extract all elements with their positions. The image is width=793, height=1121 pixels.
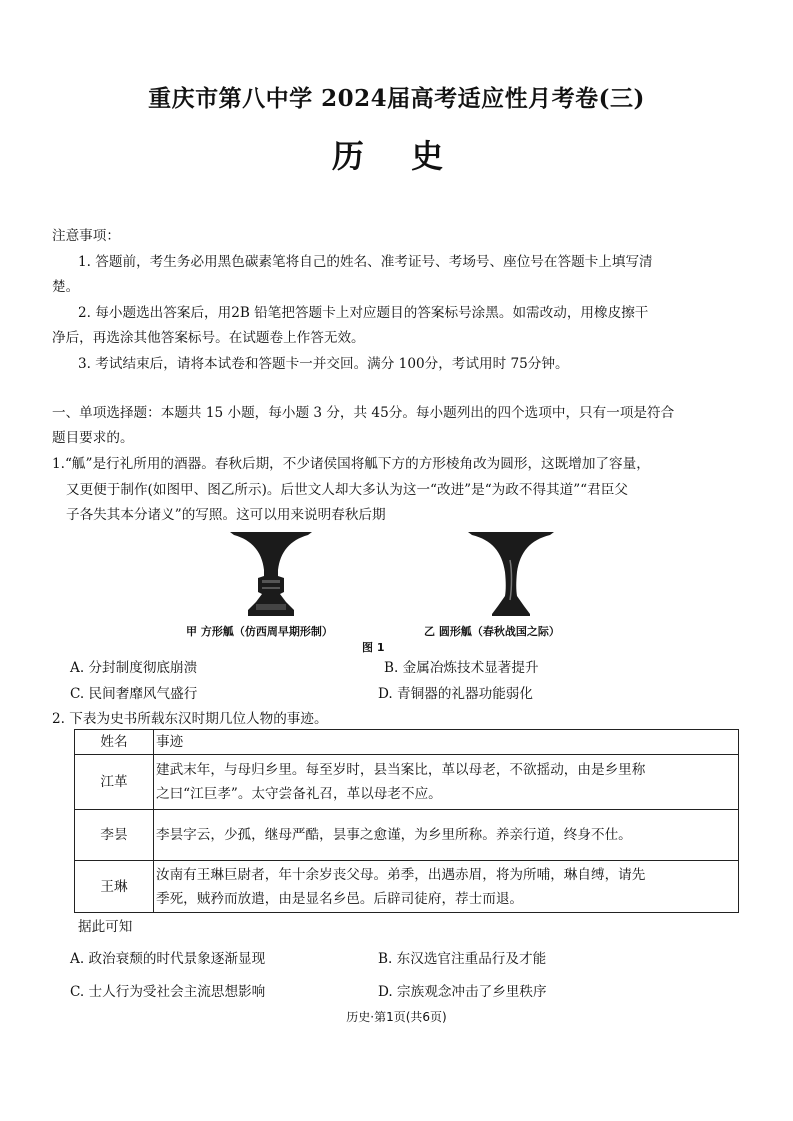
notice-item-3: 3. 考试结束后，请将本试卷和答题卡一并交回。满分 100分，考试用时 75分钟。 — [78, 356, 569, 372]
table-cell-line: 汝南有王琳巨尉者，年十余岁丧父母。弟季，出遇赤眉，将为所哺，琳自缚，请先 — [156, 866, 646, 883]
table-row — [75, 810, 739, 861]
q2-option-b: B. 东汉选官注重品行及才能 — [378, 951, 547, 967]
table-cell-deeds — [154, 755, 739, 810]
q1-option-d: D. 青铜器的礼器功能弱化 — [378, 686, 533, 702]
page-footer: 历史·第1页(共6页) — [346, 1010, 447, 1024]
q1-option-b: B. 金属冶炼技术显著提升 — [384, 660, 539, 676]
table-row — [75, 861, 739, 913]
figure-caption-b: 乙 圆形觚（春秋战国之际） — [424, 625, 560, 638]
notice-heading: 注意事项： — [52, 228, 120, 244]
table-row — [75, 755, 739, 810]
q2-table — [74, 729, 739, 913]
table-cell-line: 李昙字云，少孤，继母严酷，昙事之愈谨，为乡里所称。养亲行道，终身不仕。 — [156, 827, 632, 843]
table-cell-line: 季死，贼矜而放遣，由是显名乡邑。后辟司徒府，荐士而退。 — [156, 890, 524, 907]
q2-option-c: C. 士人行为受社会主流思想影响 — [70, 984, 266, 1000]
section-heading-cont: 题目要求的。 — [52, 430, 134, 446]
table-cell-deeds — [154, 810, 739, 861]
q1-stem-line3: 子各失其本分诸义”的写照。这可以用来说明春秋后期 — [66, 507, 386, 523]
table-header-row — [75, 730, 739, 755]
table-cell-name: 李昙 — [75, 810, 154, 861]
section-heading: 一、单项选择题：本题共 15 小题，每小题 3 分，共 45分。每小题列出的四个选项中，只有一项是符合 — [52, 405, 675, 421]
q1-option-c: C. 民间奢靡风气盛行 — [70, 686, 198, 702]
table-cell-name: 江革 — [75, 755, 154, 810]
table-cell-name: 王琳 — [75, 861, 154, 913]
figure-caption-a: 甲 方形觚（仿西周早期形制） — [186, 625, 333, 638]
table-cell-line: 之曰“江巨孝”。太守尝备礼召，革以母老不应。 — [156, 786, 442, 802]
exam-title: 重庆市第八中学 2024届高考适应性月考卷(三) — [148, 85, 645, 112]
table-cell-deeds — [154, 861, 739, 913]
q1-stem-line2: 又更便于制作(如图甲、图乙所示)。后世文人却大多认为这一“改进”是“为政不得其道”“君臣父 — [66, 482, 628, 498]
q2-option-d: D. 宗族观念冲击了乡里秩序 — [378, 984, 547, 1000]
notice-item-2: 2. 每小题选出答案后，用2B 铅笔把答题卡上对应题目的答案标号涂黑。如需改动，用橡皮擦干 — [78, 305, 649, 321]
notice-item-1-cont: 楚。 — [52, 279, 80, 295]
figure-label: 图 1 — [362, 641, 385, 654]
round-gu-vessel-image — [466, 530, 556, 618]
subject-title: 历 史 — [331, 137, 462, 175]
q2-stem: 2. 下表为史书所载东汉时期几位人物的事迹。 — [52, 711, 328, 727]
q2-option-a: A. 政治衰颓的时代景象逐渐显现 — [70, 951, 266, 967]
q2-lead-in: 据此可知 — [78, 919, 133, 935]
notice-item-1: 1. 答题前，考生务必用黑色碳素笔将自己的姓名、准考证号、考场号、座位号在答题卡上填写清 — [78, 254, 653, 270]
table-header-name: 姓名 — [75, 730, 154, 755]
square-gu-vessel-image — [226, 530, 316, 618]
table-header-deeds: 事迹 — [154, 730, 739, 755]
q1-option-a: A. 分封制度彻底崩溃 — [70, 660, 198, 676]
notice-item-2-cont: 净后，再选涂其他答案标号。在试题卷上作答无效。 — [52, 330, 365, 346]
table-cell-line: 建武末年，与母归乡里。每至岁时，县当案比，革以母老，不欲摇动，由是乡里称 — [156, 762, 646, 778]
q1-stem-line1: 1.“觚”是行礼所用的酒器。春秋后期，不少诸侯国将觚下方的方形棱角改为圆形，这既增加了容量， — [52, 456, 650, 472]
